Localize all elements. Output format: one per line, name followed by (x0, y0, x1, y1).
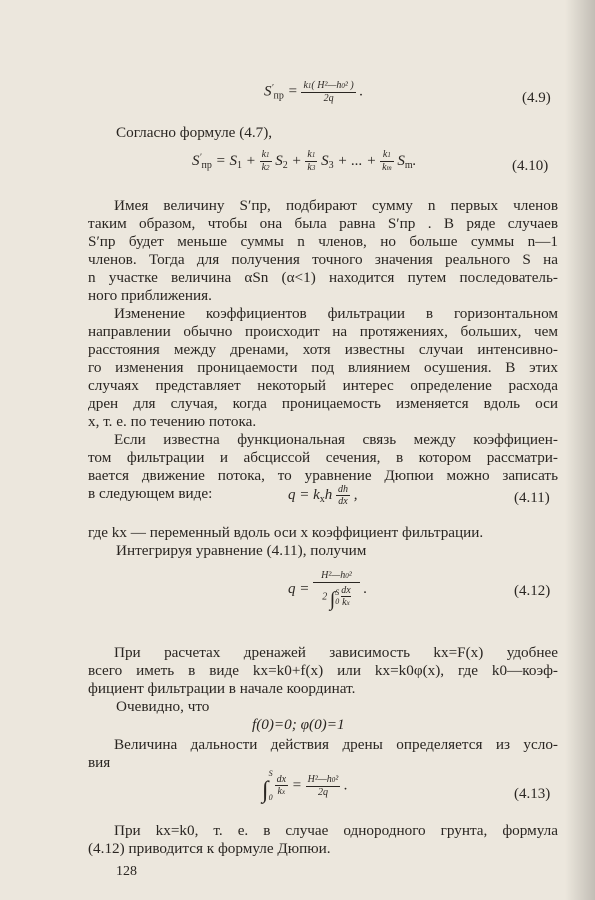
paragraph-line: ного приближения. (88, 287, 212, 304)
text-obviously: Очевидно, что (116, 698, 210, 715)
text-integrating: Интегрируя уравнение (4.11), получим (116, 542, 367, 559)
paragraph-line: Изменение коэффициентов фильтрации в горизонтальном (114, 305, 558, 322)
paragraph-line: го изменения проницаемости под влиянием осушения. В этих (88, 359, 558, 376)
paragraph-line: Если известна функциональная связь между коэффициен- (114, 431, 558, 448)
paragraph-6 (88, 822, 558, 858)
paragraph-line: (4.12) приводится к формуле Дюпюи. (88, 840, 331, 857)
paragraph-5 (88, 736, 558, 772)
paragraph-line: случаях представляет некоторый интерес определение расхода (88, 377, 558, 394)
paragraph-line: направлении обычно происходит на протяжениях, больших, чем (88, 323, 558, 340)
paragraph-2 (88, 305, 558, 431)
paragraph-line: таким образом, чтобы она была равна S′пр . В ряде случаев (88, 215, 558, 232)
equation-4-10-number: (4.10) (512, 158, 549, 174)
paragraph-line: в следующем виде: (88, 485, 213, 502)
paragraph-line: фициент фильтрации в начале координат. (88, 680, 356, 697)
paragraph-line: дрен для случая, когда проницаемость изменяется вдоль оси (88, 395, 558, 412)
paragraph-line: n участке величина αSn (α<1) находится путем последователь- (88, 269, 558, 286)
paragraph-line: расстояния между дренами, хотя известны случаи интенсивно- (88, 341, 558, 358)
page-number: 128 (116, 864, 137, 879)
paragraph-line: том фильтрации и абсциссой сечения, в котором рассматри- (88, 449, 558, 466)
text-according-formula: Согласно формуле (4.7), (116, 124, 273, 141)
paragraph-1 (88, 197, 558, 305)
equation-4-9: $S'_{пр}$ = $\frac{\text{k1( H²—h0² )}}{2q}$ . (264, 80, 364, 104)
paragraph-line: При расчетах дренажей зависимость kx=F(x) удобнее (114, 644, 558, 661)
equation-4-13: ∫S 0 $\frac{dx}{kx}$ = $\frac{\text{H²—h0²}}{2q}$ . (262, 769, 348, 804)
equation-4-12: q = H²—h0² 2 ∫S 0 $\frac{dx}{kx}$ . (288, 570, 368, 611)
paragraph-line: вается движение потока, то уравнение Дюпюи можно записать (88, 467, 558, 484)
equation-4-13-number: (4.13) (514, 786, 551, 802)
text-where-kx: где kx — переменный вдоль оси x коэффициент фильтрации. (88, 524, 484, 541)
paragraph-line: Величина дальности действия дрены определяется из усло- (114, 736, 558, 753)
equation-4-9-number: (4.9) (522, 90, 551, 106)
paragraph-4 (88, 644, 558, 698)
paragraph-line: При kx=k0, т. е. в случае однородного грунта, формула (114, 822, 558, 839)
equation-4-11-number: (4.11) (514, 490, 550, 506)
paragraph-line: S′пр будет меньше суммы n членов, но больше суммы n—1 (88, 233, 558, 250)
paragraph-line: x, т. е. по течению потока. (88, 413, 257, 430)
equation-conditions: f(0)=0; φ(0)=1 (252, 716, 345, 733)
equation-4-12-number: (4.12) (514, 583, 551, 599)
paragraph-line: всего иметь в виде kx=k0+f(x) или kx=k0φ(x), где k0—коэф- (88, 662, 558, 679)
paragraph-line: вия (88, 754, 111, 771)
equation-4-10: $S'_{пр} = S_1$ + $\frac{k1}{k2}$ $S_2$ + $\frac{k1}{k3}$ $S_3$ + ... + $\frac{k1}{km}$ $S_m$. (192, 149, 417, 173)
paragraph-line: членов. Тогда для получения точного значения реального S на (88, 251, 558, 268)
paragraph-line: Имея величину S′пр, подбирают сумму n первых членов (114, 197, 558, 214)
equation-4-11: $q = k_xh$ $\frac{dh}{dx}$ , (288, 484, 358, 507)
